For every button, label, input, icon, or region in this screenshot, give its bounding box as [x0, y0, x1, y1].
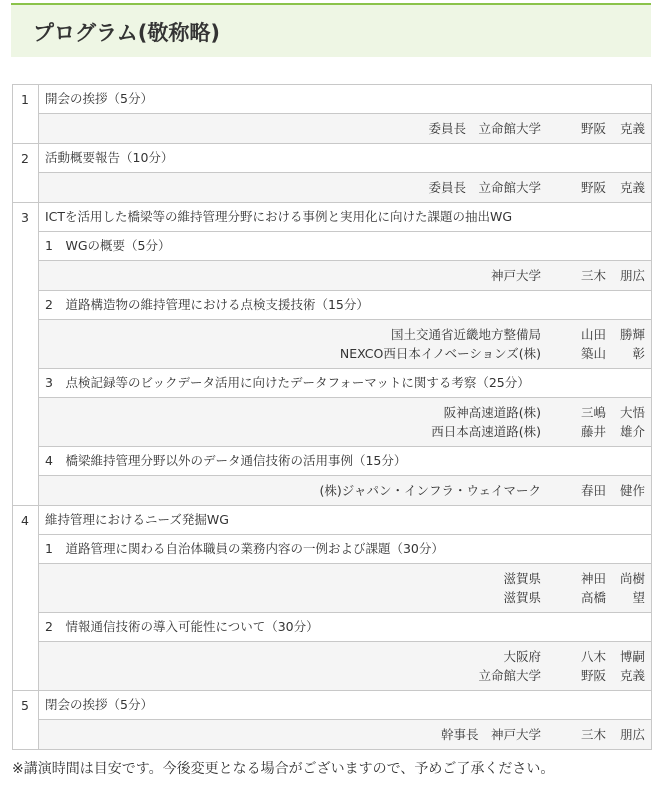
sub-item-row: [13, 535, 652, 564]
speaker-given-name: 勝輝: [619, 327, 645, 342]
speaker-line: [39, 588, 645, 607]
speaker-given-name: 朋広: [619, 727, 645, 742]
sub-item-title: 3 点検記録等のビックデータ活用に向けたデータフォーマットに関する考察（25分）: [39, 369, 652, 398]
speaker-family-name: 藤井: [581, 424, 607, 439]
item-title: 閉会の挨拶（5分）: [39, 691, 652, 720]
speaker-given-name: 尚樹: [619, 571, 645, 586]
speaker-affiliation: 神戸大学: [490, 268, 541, 283]
speaker-family-name: 春田: [581, 483, 607, 498]
speaker-family-name: 神田: [581, 571, 607, 586]
footnote: ※講演時間は目安です。今後変更となる場合がございますので、予めご了承ください。: [12, 761, 555, 777]
speaker-given-name: 克義: [619, 180, 645, 195]
sub-item-title: 2 道路構造物の維持管理における点検支援技術（15分）: [39, 291, 652, 320]
speaker-affiliation: NEXCO西日本イノベーションズ(株): [339, 346, 541, 361]
speaker-affiliation: 滋賀県: [503, 590, 541, 605]
speaker-name: [541, 119, 645, 138]
speaker-family-name: 三木: [581, 268, 607, 283]
speaker-name: [541, 569, 645, 588]
item-title: 維持管理におけるニーズ発掘WG: [39, 506, 652, 535]
speaker-name: [541, 344, 645, 363]
speaker-cell: [39, 564, 652, 613]
speaker-row: [13, 320, 652, 369]
speaker-affiliation: (株)ジャパン・インフラ・ウェイマーク: [319, 483, 541, 498]
speaker-cell: [39, 320, 652, 369]
speaker-given-name: 克義: [619, 668, 645, 683]
speaker-family-name: 高橋: [581, 590, 607, 605]
speaker-given-name: 大悟: [619, 405, 645, 420]
speaker-name: [541, 422, 645, 441]
speaker-family-name: 三嶋: [581, 405, 607, 420]
speaker-affiliation: 立命館大学: [478, 668, 541, 683]
speaker-line: [39, 266, 645, 285]
speaker-family-name: 野阪: [581, 668, 607, 683]
speaker-name: [541, 178, 645, 197]
sub-item-title: 2 情報通信技術の導入可能性について（30分）: [39, 613, 652, 642]
speaker-line: [39, 481, 645, 500]
speaker-row: [13, 114, 652, 144]
program-item-row: [13, 203, 652, 232]
speaker-name: [541, 725, 645, 744]
speaker-row: [13, 261, 652, 291]
item-number: 4: [13, 506, 39, 691]
speaker-given-name: 朋広: [619, 268, 645, 283]
item-number: 2: [13, 144, 39, 203]
program-item-row: [13, 144, 652, 173]
speaker-family-name: 三木: [581, 727, 607, 742]
sub-item-row: [13, 232, 652, 261]
speaker-cell: [39, 720, 652, 750]
speaker-row: [13, 398, 652, 447]
speaker-name: [541, 481, 645, 500]
speaker-family-name: 山田: [581, 327, 607, 342]
sub-item-row: [13, 291, 652, 320]
speaker-line: [39, 344, 645, 363]
item-title: ICTを活用した橋梁等の維持管理分野における事例と実用化に向けた課題の抽出WG: [39, 203, 652, 232]
speaker-row: [13, 173, 652, 203]
item-number: 1: [13, 85, 39, 144]
item-number: 3: [13, 203, 39, 506]
speaker-name: [541, 647, 645, 666]
speaker-cell: [39, 261, 652, 291]
speaker-cell: [39, 476, 652, 506]
speaker-affiliation: 滋賀県: [503, 571, 541, 586]
speaker-line: [39, 119, 645, 138]
speaker-row: [13, 564, 652, 613]
speaker-line: [39, 325, 645, 344]
speaker-cell: [39, 398, 652, 447]
sub-item-row: [13, 369, 652, 398]
speaker-affiliation: 幹事長 神戸大学: [440, 727, 541, 742]
speaker-affiliation: 西日本高速道路(株): [431, 424, 541, 439]
speaker-affiliation: 委員長 立命館大学: [428, 180, 541, 195]
speaker-affiliation: 委員長 立命館大学: [428, 121, 541, 136]
speaker-name: [541, 325, 645, 344]
speaker-cell: [39, 642, 652, 691]
speaker-given-name: 博嗣: [619, 649, 645, 664]
sub-item-title: 1 WGの概要（5分）: [39, 232, 652, 261]
speaker-affiliation: 大阪府: [503, 649, 541, 664]
program-table: [12, 84, 652, 750]
speaker-given-name: 健作: [619, 483, 645, 498]
speaker-line: [39, 422, 645, 441]
item-title: 活動概要報告（10分）: [39, 144, 652, 173]
speaker-cell: [39, 173, 652, 203]
speaker-line: [39, 178, 645, 197]
speaker-name: [541, 266, 645, 285]
section-header: [11, 3, 651, 57]
program-item-row: [13, 691, 652, 720]
sub-item-title: 1 道路管理に関わる自治体職員の業務内容の一例および課題（30分）: [39, 535, 652, 564]
speaker-line: [39, 403, 645, 422]
program-item-row: [13, 85, 652, 114]
speaker-given-name: 望: [632, 590, 645, 605]
item-number: 5: [13, 691, 39, 750]
speaker-line: [39, 569, 645, 588]
speaker-family-name: 野阪: [581, 180, 607, 195]
speaker-given-name: 雄介: [619, 424, 645, 439]
speaker-row: [13, 642, 652, 691]
speaker-line: [39, 647, 645, 666]
speaker-given-name: 彰: [632, 346, 645, 361]
speaker-family-name: 野阪: [581, 121, 607, 136]
speaker-given-name: 克義: [619, 121, 645, 136]
speaker-family-name: 八木: [581, 649, 607, 664]
speaker-cell: [39, 114, 652, 144]
speaker-name: [541, 588, 645, 607]
speaker-family-name: 築山: [581, 346, 607, 361]
speaker-line: [39, 725, 645, 744]
speaker-row: [13, 476, 652, 506]
sub-item-row: [13, 447, 652, 476]
speaker-affiliation: 阪神高速道路(株): [443, 405, 541, 420]
page-title: プログラム(敬称略): [33, 21, 220, 45]
speaker-name: [541, 403, 645, 422]
speaker-affiliation: 国土交通省近畿地方整備局: [390, 327, 541, 342]
sub-item-title: 4 橋梁維持管理分野以外のデータ通信技術の活用事例（15分）: [39, 447, 652, 476]
speaker-line: [39, 666, 645, 685]
speaker-row: [13, 720, 652, 750]
sub-item-row: [13, 613, 652, 642]
program-item-row: [13, 506, 652, 535]
item-title: 開会の挨拶（5分）: [39, 85, 652, 114]
speaker-name: [541, 666, 645, 685]
